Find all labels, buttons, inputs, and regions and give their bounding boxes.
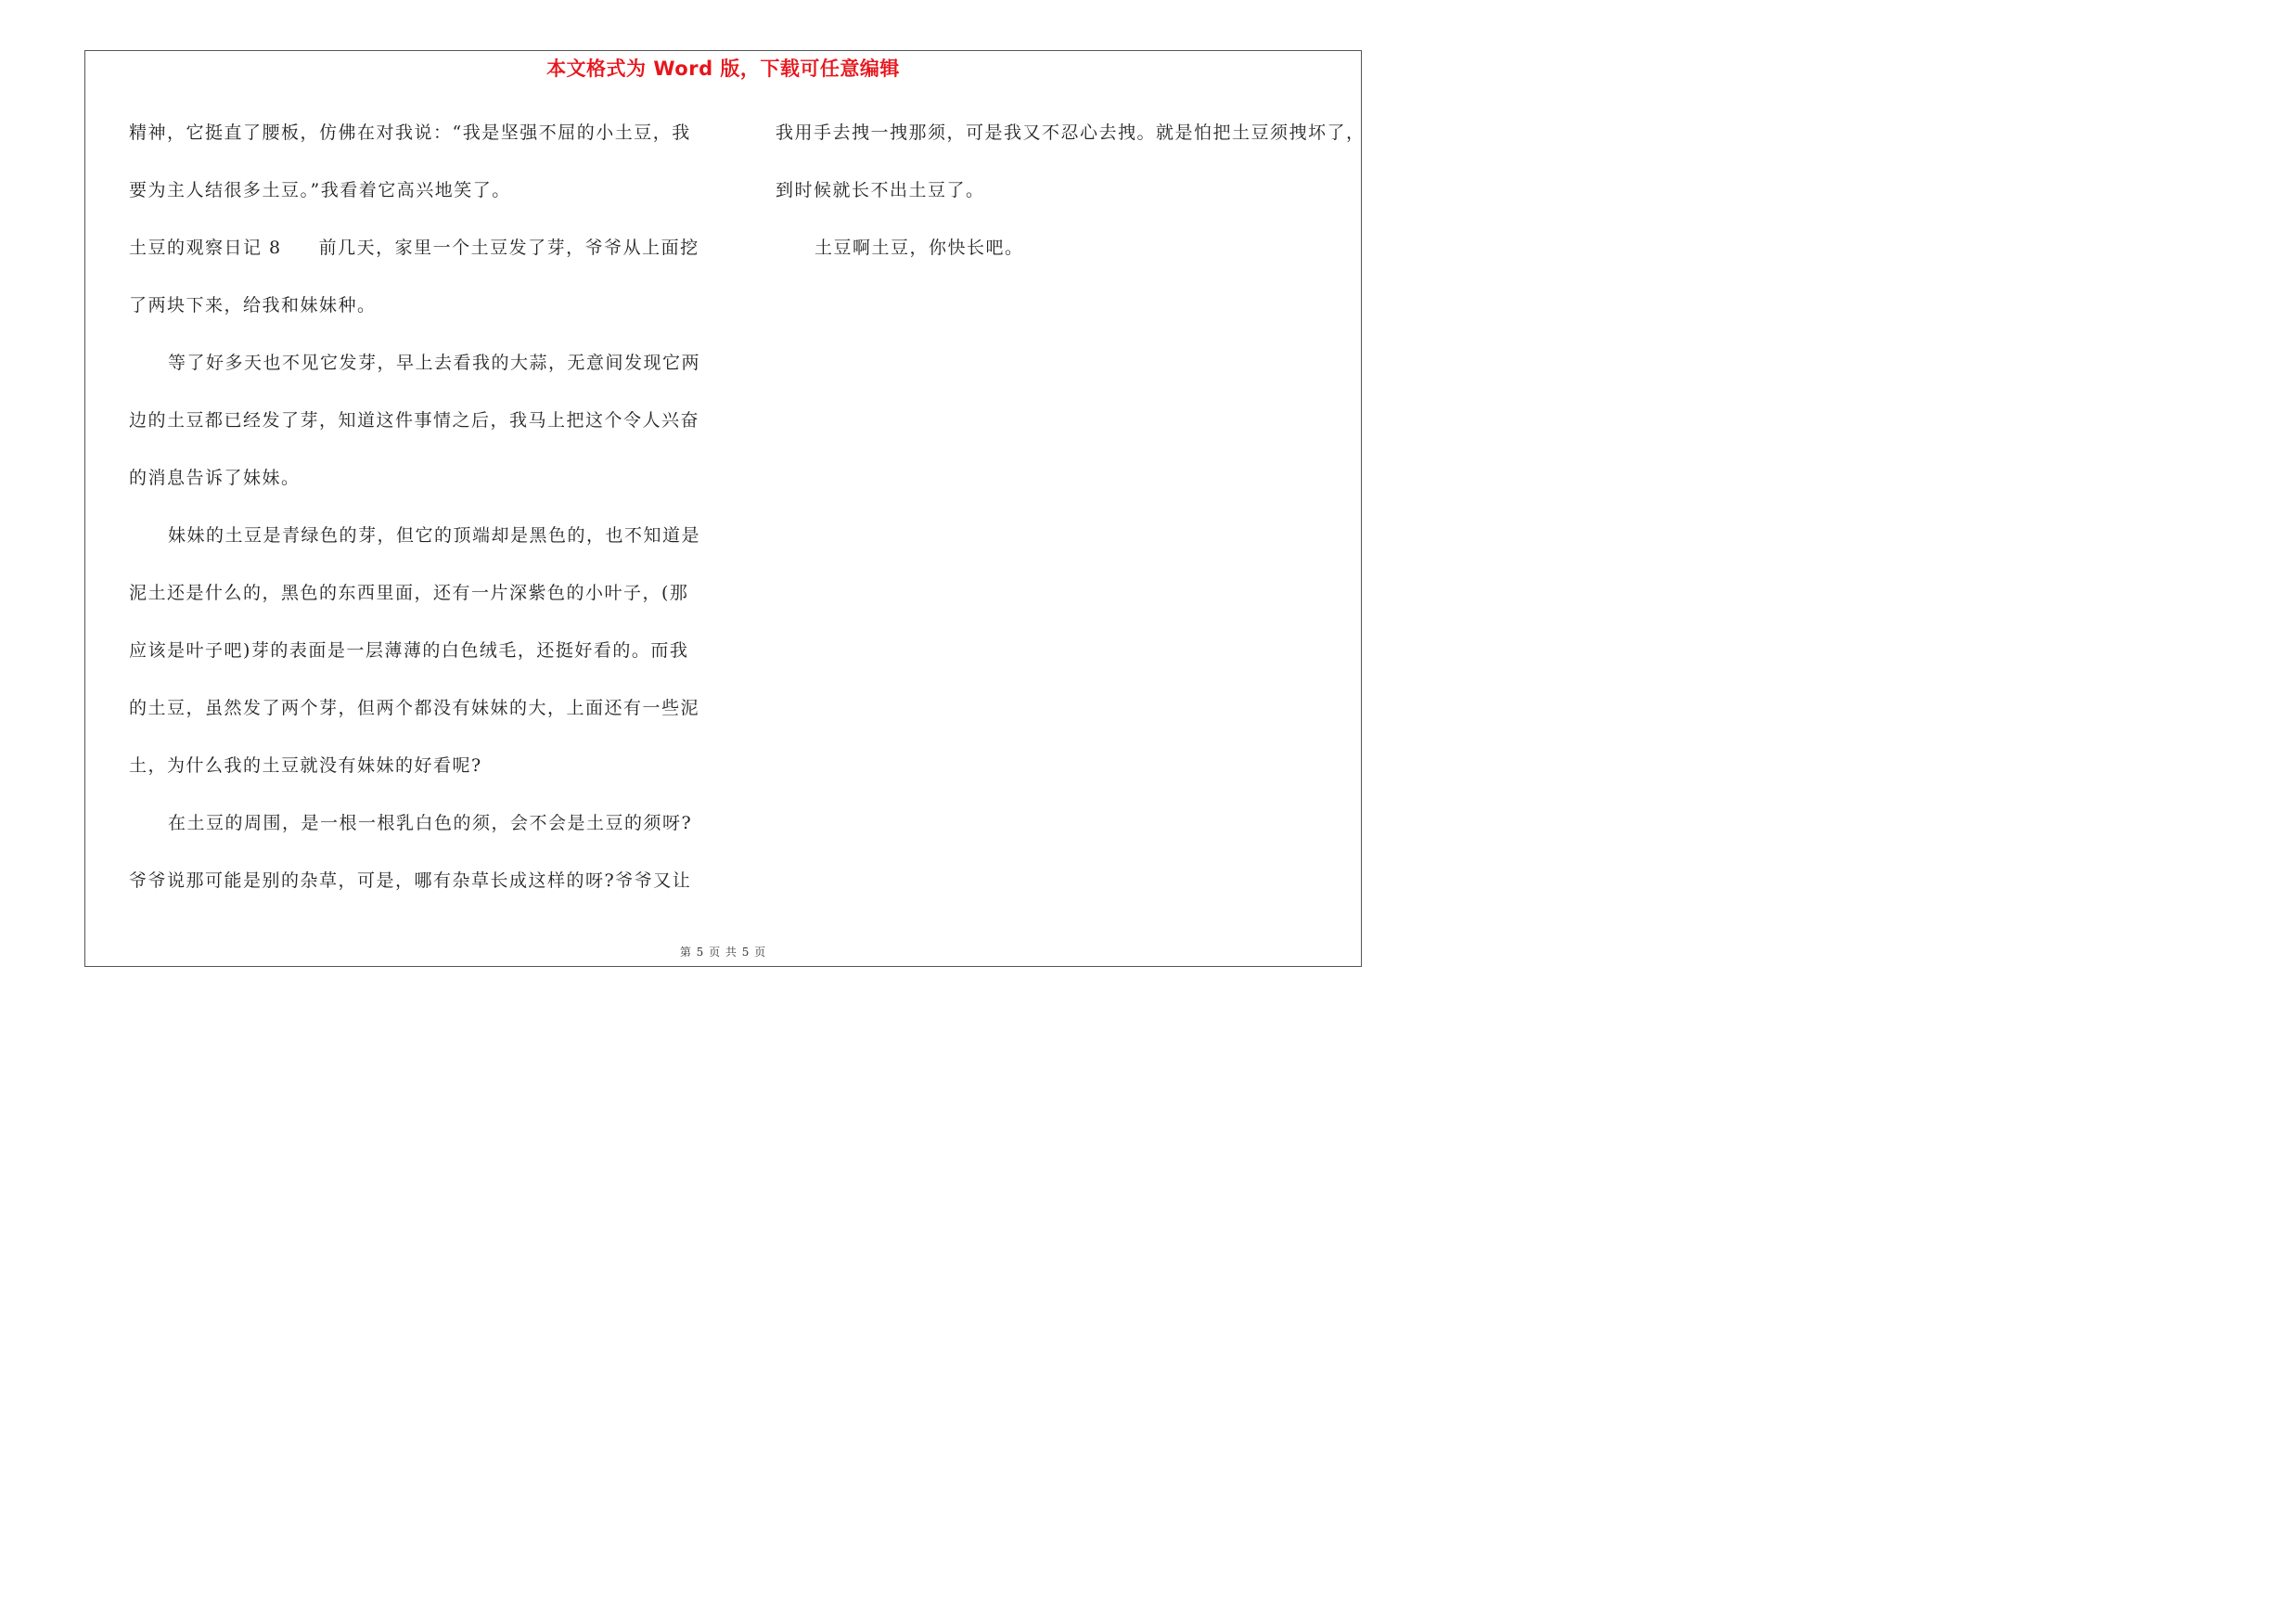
text-line: 到时候就长不出土豆了。 [776,180,985,200]
text-line: 了两块下来，给我和妹妹种。 [129,295,377,316]
text-line: 的土豆，虽然发了两个芽，但两个都没有妹妹的大，上面还有一些泥 [129,698,700,718]
paragraph-start-line: 在土豆的周围，是一根一根乳白色的须，会不会是土豆的须呀? [168,813,693,833]
text-line: 前几天，家里一个土豆发了芽，爷爷从上面挖 [318,238,699,258]
text-line: 我用手去拽一拽那须，可是我又不忍心去拽。就是怕把土豆须拽坏了， [776,122,1366,143]
section-title: 土豆的观察日记 8 [129,238,282,258]
right-text-column [776,104,1369,277]
page-number-footer: 第 5 页 共 5 页 [679,946,767,959]
text-line: 泥土还是什么的，黑色的东西里面，还有一片深紫色的小叶子，(那 [129,583,689,603]
text-line: 的消息告诉了妹妹。 [129,468,301,488]
text-line: 爷爷说那可能是别的杂草，可是，哪有杂草长成这样的呀?爷爷又让 [129,870,692,891]
text-line: 土，为什么我的土豆就没有妹妹的好看呢? [129,755,482,776]
left-text-column [129,104,713,909]
section-title-line [129,219,713,277]
text-line: 应该是叶子吧)芽的表面是一层薄薄的白色绒毛，还挺好看的。而我 [129,640,689,661]
word-format-banner: 本文格式为 Word 版，下载可任意编辑 [546,58,900,80]
text-line: 要为主人结很多土豆。”我看着它高兴地笑了。 [129,180,511,200]
paragraph-start-line: 妹妹的土豆是青绿色的芽，但它的顶端却是黑色的，也不知道是 [168,525,701,546]
text-line: 精神，它挺直了腰板，仿佛在对我说：“我是坚强不屈的小土豆，我 [129,122,691,143]
text-line: 边的土豆都已经发了芽，知道这件事情之后，我马上把这个令人兴奋 [129,410,700,431]
paragraph-start-line: 土豆啊土豆，你快长吧。 [815,238,1024,258]
paragraph-start-line: 等了好多天也不见它发芽，早上去看我的大蒜，无意间发现它两 [168,353,701,373]
